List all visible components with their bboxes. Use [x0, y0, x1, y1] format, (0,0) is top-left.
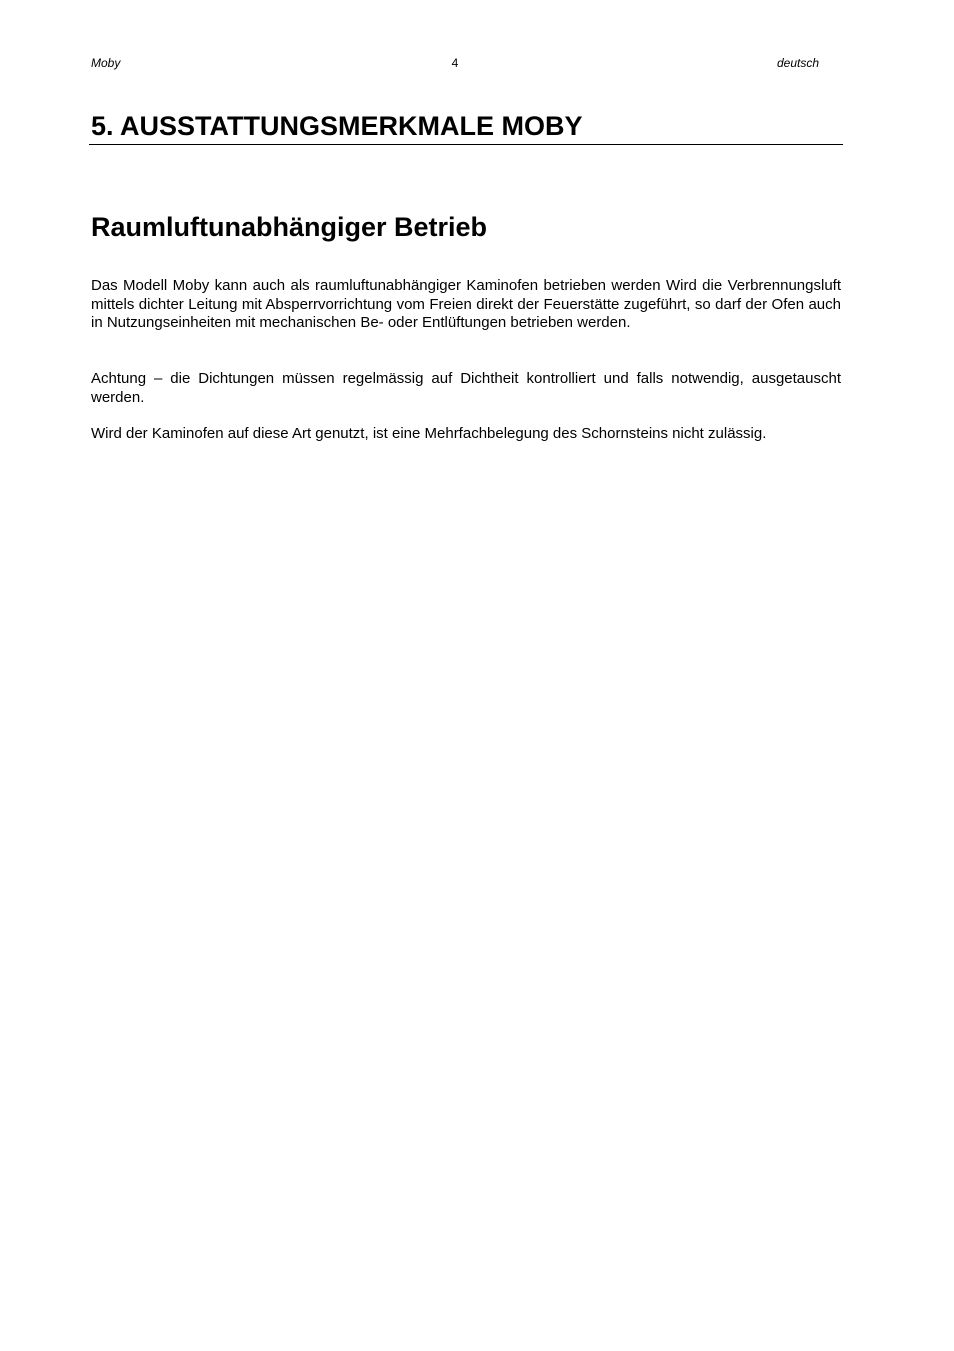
header-page-number: 4	[451, 56, 459, 70]
header-product-name: Moby	[91, 56, 121, 70]
chapter-title: 5. AUSSTATTUNGSMERKMALE MOBY	[89, 108, 843, 145]
header-language: deutsch	[776, 56, 819, 70]
paragraph-chimney-note: Wird der Kaminofen auf diese Art genutzt, ist eine Mehrfachbelegung des Schornsteins nicht zulässig.	[91, 425, 767, 442]
paragraph-operation-description: Das Modell Moby kann auch als raumluftunabhängiger Kaminofen betrieben werden Wird die Verbrennungsluft mittels dichter Leitung mit Absperrvorrichtung vom Freien direkt der Feuerstätte zugeführt, so darf der Ofen auch in Nutzungseinheiten mit mechanischen Be- oder Entlüftungen betrieben werden.	[91, 277, 841, 331]
section-title: Raumluftunabhängiger Betrieb	[91, 212, 488, 242]
paragraph-seal-warning: Achtung – die Dichtungen müssen regelmässig auf Dichtheit kontrolliert und falls notwendig, ausgetauscht werden.	[91, 370, 841, 406]
page-header	[91, 56, 819, 72]
